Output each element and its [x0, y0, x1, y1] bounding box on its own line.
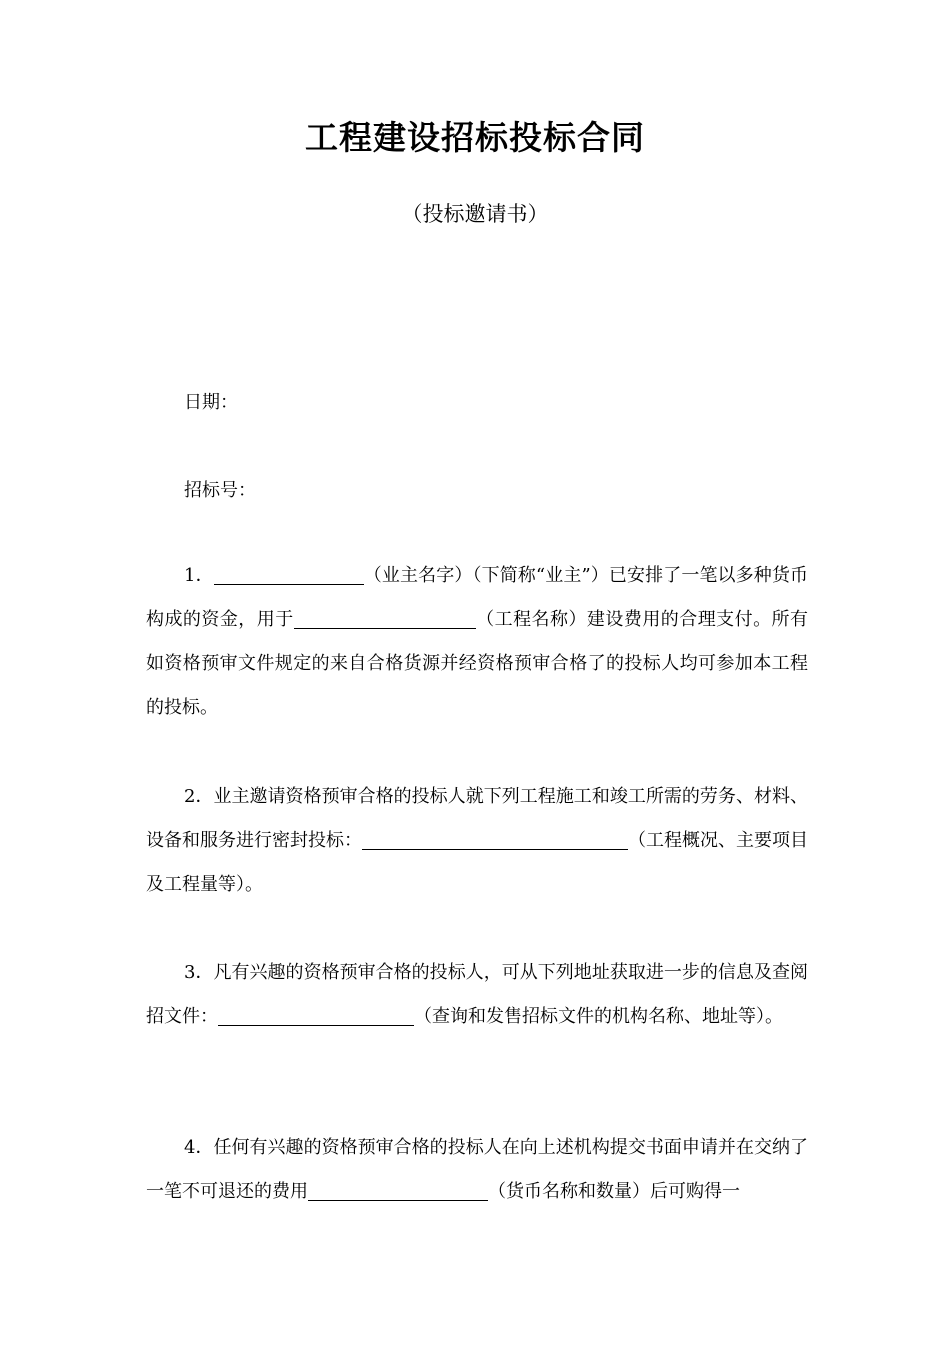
paragraph-3	[146, 951, 808, 1039]
bid-number-label: 招标号：	[184, 480, 256, 501]
owner-name-blank[interactable]	[214, 564, 364, 585]
paragraph-1-text-1: （业主名字）（下简称“业主”）已安排了一笔以多种货币构成的资金，用于	[146, 565, 809, 630]
paragraph-3-text-2: （查询和发售招标文件的机构名称、地址等）。	[414, 1006, 783, 1027]
paragraph-4-text-2: （货币名称和数量）后可购得一	[488, 1181, 740, 1202]
paragraph-3-number: 3．	[184, 962, 214, 983]
fee-amount-blank[interactable]	[308, 1180, 488, 1201]
paragraph-4	[146, 1126, 808, 1214]
paragraph-1-text-2: （工程名称）建设费用的合理支付。所有如资格预审文件规定的来自合格货源并经资格预审合格了的投标人均可参加本工程的投标。	[146, 609, 809, 718]
inquiry-agency-blank[interactable]	[218, 1005, 414, 1026]
paragraph-4-text-1: 任何有兴趣的资格预审合格的投标人在向上述机构提交书面申请并在交纳了一笔不可退还的费用	[146, 1137, 808, 1202]
project-name-blank[interactable]	[294, 608, 476, 629]
paragraph-2-text-2: （工程概况、主要项目及工程量等）。	[146, 830, 808, 895]
paragraph-2	[146, 775, 808, 907]
document-title: 工程建设招标投标合同	[305, 118, 645, 157]
paragraph-2-text-1: 业主邀请资格预审合格的投标人就下列工程施工和竣工所需的劳务、材料、设备和服务进行密封投标：	[146, 786, 808, 851]
paragraph-4-number: 4．	[184, 1137, 214, 1158]
date-label: 日期：	[184, 392, 238, 413]
document-subtitle: （投标邀请书）	[401, 202, 549, 226]
paragraph-1-number: 1．	[184, 565, 214, 586]
paragraph-1	[146, 554, 808, 730]
project-overview-blank[interactable]	[362, 829, 628, 850]
paragraph-3-text-1: 凡有兴趣的资格预审合格的投标人，可从下列地址获取进一步的信息及查阅招文件：	[146, 962, 808, 1027]
paragraph-2-number: 2．	[184, 786, 214, 807]
